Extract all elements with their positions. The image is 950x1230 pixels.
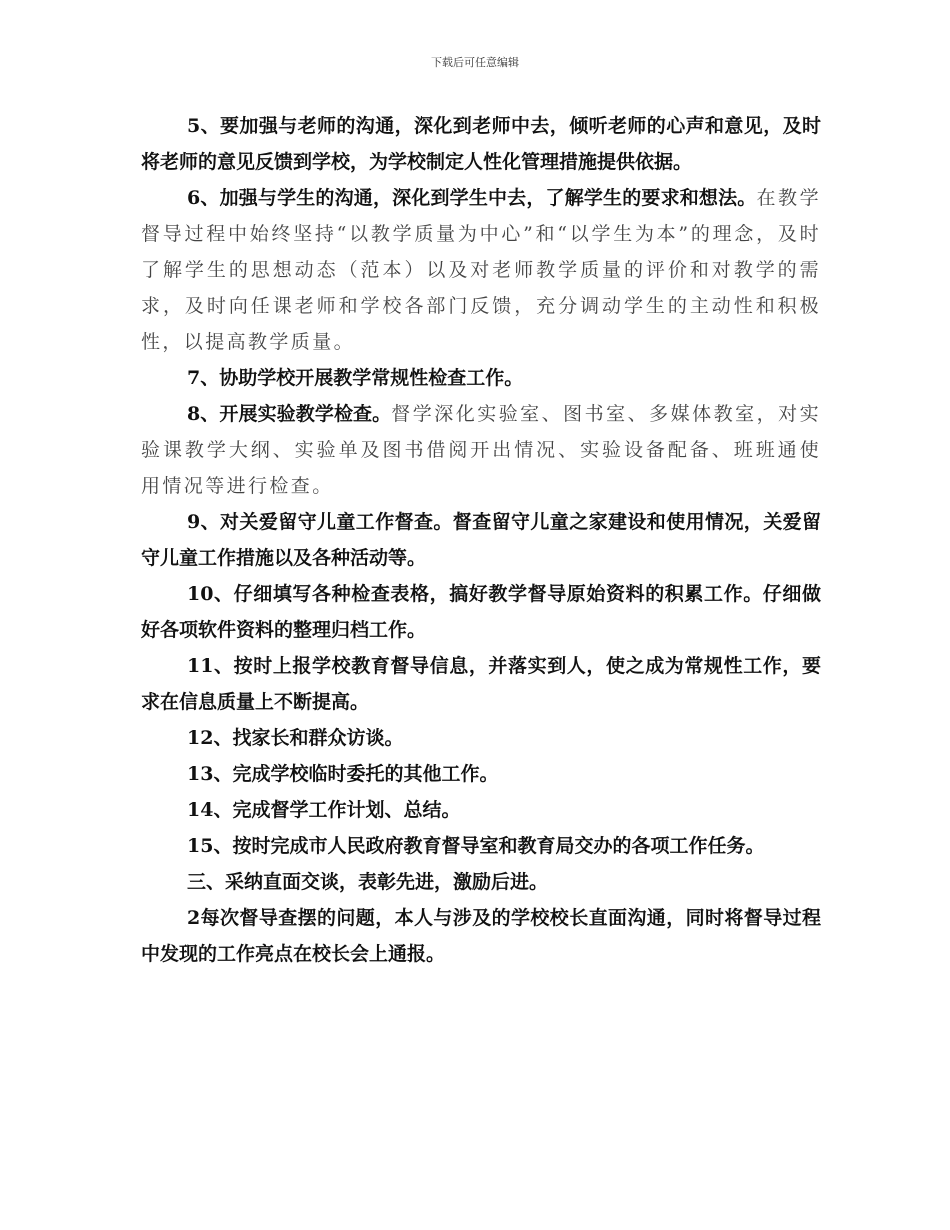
page-header: 下载后可任意编辑 <box>431 56 519 69</box>
paragraph-item-6 <box>141 180 821 360</box>
paragraph-item-12: 12、找家长和群众访谈。 <box>187 727 404 749</box>
section-heading-3: 三、采纳直面交谈，表彰先进，激励后进。 <box>187 871 549 893</box>
paragraph-item-5: 5、要加强与老师的沟通，深化到老师中去，倾听老师的心声和意见，及时将老师的意见反馈到学校，为学校制定人性化管理措施提供依据。 <box>141 115 821 173</box>
paragraph-item-7: 7、协助学校开展教学常规性检查工作。 <box>187 367 524 389</box>
document-body <box>141 108 821 972</box>
item-6-heading: 6、加强与学生的沟通，深化到学生中去，了解学生的要求和想法。 <box>187 187 757 209</box>
paragraph-item-10: 10、仔细填写各种检查表格，搞好教学督导原始资料的积累工作。仔细做好各项软件资料的整理归档工作。 <box>141 583 821 641</box>
item-8-heading: 8、开展实验教学检查。 <box>187 403 392 425</box>
paragraph-sub-item-2: 2每次督导查摆的问题，本人与涉及的学校校长直面沟通，同时将督导过程中发现的工作亮点在校长会上通报。 <box>141 907 821 965</box>
paragraph-item-15: 15、按时完成市人民政府教育督导室和教育局交办的各项工作任务。 <box>187 835 765 857</box>
paragraph-item-9: 9、对关爱留守儿童工作督查。督查留守儿童之家建设和使用情况，关爱留守儿童工作措施以及各种活动等。 <box>141 511 821 569</box>
item-6-body: 在教学督导过程中始终坚持“以教学质量为中心”和“以学生为本”的理念，及时了解学生的思想动态（范本）以及对老师教学质量的评价和对教学的需求，及时向任课老师和学校各部门反馈，充分调动学生的主动性和积极性，以提高教学质量。 <box>141 187 821 353</box>
paragraph-item-13: 13、完成学校临时委托的其他工作。 <box>187 763 499 785</box>
paragraph-item-8 <box>141 396 821 504</box>
paragraph-item-14: 14、完成督学工作计划、总结。 <box>187 799 461 821</box>
item-8-body: 督学深化实验室、图书室、多媒体教室，对实验课教学大纲、实验单及图书借阅开出情况、实验设备配备、班班通使用情况等进行检查。 <box>141 403 821 497</box>
paragraph-item-11: 11、按时上报学校教育督导信息，并落实到人，使之成为常规性工作，要求在信息质量上不断提高。 <box>141 655 821 713</box>
